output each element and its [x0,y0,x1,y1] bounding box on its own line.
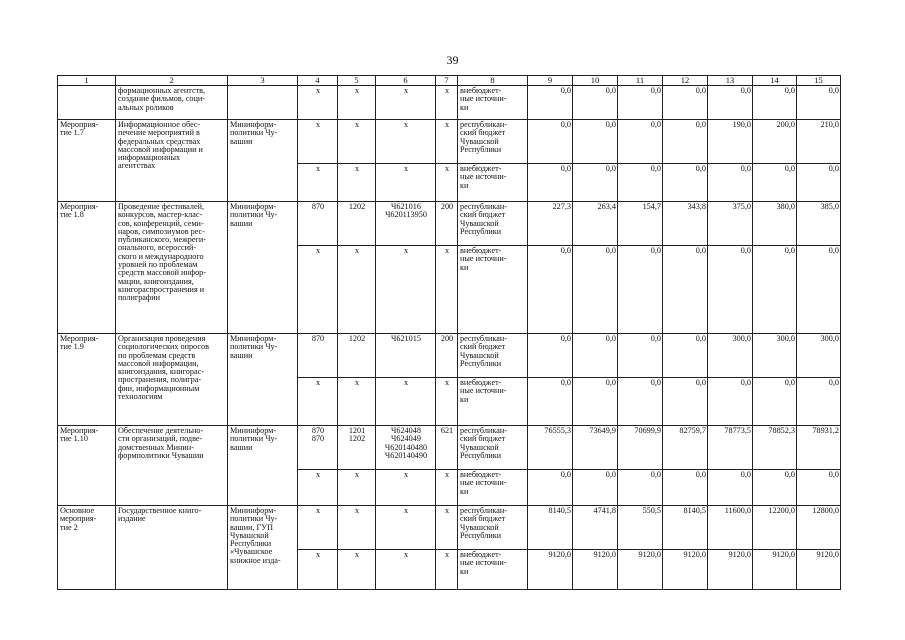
amount-cell: 0,0 [797,246,841,334]
funding-source-line: республикан- [460,334,507,343]
amount-cell: 300,0 [753,334,797,378]
amount-cell: 0,0 [573,470,618,506]
header-cell-11: 11 [618,76,663,86]
header-cell-10: 10 [573,76,618,86]
amount-cell: 9120,0 [708,550,753,590]
executor [228,86,298,120]
amount-cell: 78852,3 [753,426,797,470]
amount-cell: 0,0 [663,120,708,164]
amount-cell: 550,5 [618,506,663,550]
code-c4: x [298,550,338,590]
executor-line: вашии [230,218,253,228]
activity-name [116,334,228,426]
executor-line: книжное изда- [230,555,281,565]
activity-name-line: издание [118,514,146,524]
activity-name-line: социологических опросов [118,342,209,352]
code-c7: 200 [436,334,458,378]
funding-source-line: Чувашской [460,522,499,532]
activity-name-line: по проблемам средств [118,350,196,360]
amount-cell: 0,0 [618,246,663,334]
funding-source-line: республикан- [460,506,507,515]
code-c6: x [376,86,436,120]
executor-line: политики Чу- [230,514,278,524]
activity-code-line: Мероприя- [60,202,99,211]
activity-name-line: полиграфии [118,293,160,303]
activity-code-line: Мероприя- [60,334,99,343]
code-c4: x [298,86,338,120]
amount-cell: 0,0 [663,470,708,506]
amount-cell: 0,0 [708,246,753,334]
table-row [58,506,841,550]
code-c6 [376,202,436,246]
activity-name-line: Информационное обес- [118,120,201,129]
amount-cell: 0,0 [528,334,573,378]
activity-code-line: тие 2 [60,522,78,532]
code-c5: 1202 [338,202,376,246]
amount-cell: 73649,9 [573,426,618,470]
executor-line: Мининформ- [230,334,277,343]
amount-cell: 385,0 [797,202,841,246]
amount-cell: 0,0 [618,470,663,506]
executor [228,120,298,202]
activity-name-line: создание фильмов, соци- [118,94,206,104]
header-cell-4: 4 [298,76,338,86]
code-c5: 1202 [338,334,376,378]
code-c7: 621 [436,426,458,470]
amount-cell: 9120,0 [797,550,841,590]
executor-line: вашии, ГУП [230,522,273,532]
amount-cell: 0,0 [797,378,841,426]
funding-source-line: ные источни- [460,254,507,264]
activity-name-line: сти организаций, подве- [118,434,203,444]
activity-name [116,86,228,120]
code-c6: x [376,246,436,334]
funding-source [458,378,528,426]
activity-name-line: онального, всероссий- [118,243,197,253]
funding-source-line: ки [460,394,469,404]
code-c5-line: 1201 [348,426,366,435]
funding-source-line: ки [460,102,469,112]
funding-source-line: Республики [460,530,502,540]
funding-source-line: ки [460,180,469,190]
code-c4-line: 870 [311,426,325,435]
executor-line: Чувашской [230,530,269,540]
table-row [58,120,841,164]
amount-cell: 0,0 [753,86,797,120]
amount-cell: 0,0 [573,334,618,378]
code-c4: x [298,120,338,164]
table-row [58,202,841,246]
executor [228,506,298,590]
code-c4: x [298,164,338,202]
executor [228,334,298,426]
header-row [58,76,841,86]
header-cell-15: 15 [797,76,841,86]
header-cell-14: 14 [753,76,797,86]
amount-cell: 0,0 [528,246,573,334]
amount-cell: 0,0 [797,86,841,120]
funding-source-line: внебюджет- [460,470,502,479]
funding-source-line: ский бюджет [460,210,506,220]
amount-cell: 0,0 [753,378,797,426]
code-c4-line: 870 [311,434,325,444]
header-cell-12: 12 [663,76,708,86]
funding-source-line: внебюджет- [460,378,502,387]
funding-source-line: ные источни- [460,386,507,396]
code-c6: x [376,378,436,426]
amount-cell: 0,0 [618,378,663,426]
activity-name-line: ского и международного [118,251,204,261]
amount-cell: 8140,5 [663,506,708,550]
activity-code-line: тие 1.7 [60,128,84,138]
code-c6-line: Ч620140480 [384,442,428,452]
code-c5: x [338,86,376,120]
executor-line: вашии [230,350,253,360]
amount-cell: 9120,0 [528,550,573,590]
amount-cell: 0,0 [708,378,753,426]
funding-source-line: ский бюджет [460,434,506,444]
amount-cell: 300,0 [708,334,753,378]
code-c5: x [338,550,376,590]
amount-cell: 190,0 [708,120,753,164]
header-cell-8: 8 [458,76,528,86]
amount-cell: 8140,5 [528,506,573,550]
funding-source-line: ки [460,486,469,496]
amount-cell: 343,8 [663,202,708,246]
code-c4: x [298,470,338,506]
funding-source-line: ные источни- [460,558,507,568]
activity-name-line: массовой информации, [118,358,199,368]
amount-cell: 12800,0 [797,506,841,550]
activity-name-line: конкурсов, мастер-клас- [118,210,203,220]
amount-cell: 0,0 [663,378,708,426]
activity-name-line: книгоиздания, книгорас- [118,367,204,377]
funding-source [458,86,528,120]
amount-cell: 0,0 [618,164,663,202]
table-row [58,86,841,120]
activity-code [58,506,116,590]
header-cell-7: 7 [436,76,458,86]
funding-source-line: внебюджет- [460,86,502,95]
program-table [57,75,841,590]
code-c6: x [376,470,436,506]
code-c7: x [436,164,458,202]
code-c5: x [338,378,376,426]
code-c6-line: Ч624049 [391,434,421,444]
funding-source-line: республикан- [460,120,507,129]
activity-name-line: агентствах [118,161,156,171]
code-c5-line: 1202 [348,434,366,444]
amount-cell: 0,0 [573,86,618,120]
executor-line: Мининформ- [230,506,277,515]
activity-name [116,120,228,202]
funding-source-line: ки [460,262,469,272]
amount-cell: 0,0 [528,164,573,202]
funding-source-line: ский бюджет [460,342,506,352]
funding-source [458,164,528,202]
code-c6-line: Ч620113950 [385,210,427,220]
executor [228,426,298,506]
activity-name [116,506,228,590]
amount-cell: 380,0 [753,202,797,246]
funding-source-line: Чувашской [460,350,499,360]
code-c6 [376,334,436,378]
code-c4: x [298,506,338,550]
code-c5: x [338,470,376,506]
amount-cell: 227,3 [528,202,573,246]
activity-name-line: формполитики Чувашии [118,450,204,460]
code-c6: x [376,120,436,164]
activity-name-line: фии, информационным [118,383,200,393]
code-c7: x [436,86,458,120]
executor-line: вашии [230,442,253,452]
amount-cell: 375,0 [708,202,753,246]
funding-source-line: внебюджет- [460,550,502,559]
code-c4 [298,426,338,470]
code-c5: x [338,120,376,164]
funding-source-line: Чувашской [460,218,499,228]
funding-source [458,470,528,506]
code-c6-line: Ч621016 [391,202,421,211]
executor-line: Мининформ- [230,426,277,435]
activity-name-line: Государственное книго- [118,506,202,515]
funding-source-line: ные источни- [460,94,507,104]
page-number: 39 [446,53,459,67]
funding-source-line: Республики [460,358,502,368]
funding-source-line: ский бюджет [460,128,506,138]
executor-line: политики Чу- [230,128,278,138]
code-c5: x [338,164,376,202]
funding-source [458,120,528,164]
amount-cell: 0,0 [573,378,618,426]
code-c4: x [298,246,338,334]
amount-cell: 0,0 [528,378,573,426]
activity-name [116,202,228,334]
activity-code [58,120,116,202]
activity-code [58,334,116,426]
code-c6: x [376,550,436,590]
amount-cell: 0,0 [663,334,708,378]
funding-source-line: Чувашской [460,442,499,452]
amount-cell: 78773,5 [708,426,753,470]
code-c5: x [338,506,376,550]
amount-cell: 0,0 [528,120,573,164]
activity-name-line: домственных Минин- [118,442,194,452]
activity-name-line: печение мероприятий в [118,128,200,138]
code-c6-line: Ч621015 [391,334,421,343]
activity-name-line: Обеспечение деятельно- [118,426,204,435]
code-c5: x [338,246,376,334]
funding-source-line: Республики [460,450,502,460]
funding-source-line: республикан- [460,202,507,211]
activity-name-line: альных роликов [118,102,174,112]
amount-cell: 0,0 [708,164,753,202]
funding-source-line: республикан- [460,426,507,435]
amount-cell: 0,0 [797,164,841,202]
amount-cell: 0,0 [708,86,753,120]
amount-cell: 0,0 [663,86,708,120]
executor [228,202,298,334]
funding-source-line: внебюджет- [460,246,502,255]
activity-name-line: средств массовой инфор- [118,268,206,278]
amount-cell: 12200,0 [753,506,797,550]
activity-name-line: информационных [118,153,181,163]
table-row [58,334,841,378]
funding-source-line: ки [460,566,469,576]
code-c7: x [436,470,458,506]
executor-line: Мининформ- [230,202,277,211]
code-c6: x [376,506,436,550]
activity-code [58,426,116,506]
funding-source [458,202,528,246]
activity-name-line: массовой информации и [118,144,203,154]
header-cell-5: 5 [338,76,376,86]
funding-source-line: Республики [460,226,502,236]
funding-source-line: ные источни- [460,478,507,488]
activity-code [58,202,116,334]
header-cell-1: 1 [58,76,116,86]
funding-source-line: ные источни- [460,172,507,182]
amount-cell: 0,0 [618,120,663,164]
activity-name-line: наров, симпозиумов рес- [118,226,205,236]
executor-line: политики Чу- [230,210,278,220]
amount-cell: 154,7 [618,202,663,246]
executor-line: Республики [230,539,272,549]
header-cell-9: 9 [528,76,573,86]
activity-name-line: публиканского, межреги- [118,235,206,245]
amount-cell: 9120,0 [663,550,708,590]
amount-cell: 70699,9 [618,426,663,470]
amount-cell: 0,0 [573,164,618,202]
executor-line: политики Чу- [230,434,278,444]
amount-cell: 9120,0 [753,550,797,590]
code-c7: x [436,378,458,426]
code-c4: 870 [298,334,338,378]
activity-name-line: книгораспространения и [118,284,205,294]
amount-cell: 78931,2 [797,426,841,470]
activity-name-line: уровней по проблемам [118,260,198,270]
activity-code-line: Мероприя- [60,426,99,435]
code-c4: x [298,378,338,426]
amount-cell: 4741,8 [573,506,618,550]
amount-cell: 0,0 [618,86,663,120]
executor-line: политики Чу- [230,342,278,352]
amount-cell: 210,0 [797,120,841,164]
code-c4: 870 [298,202,338,246]
code-c7: x [436,550,458,590]
amount-cell: 76555,3 [528,426,573,470]
amount-cell: 9120,0 [573,550,618,590]
code-c6-line: Ч620140490 [384,450,428,460]
funding-source [458,550,528,590]
code-c6: x [376,164,436,202]
header-cell-2: 2 [116,76,228,86]
amount-cell: 0,0 [663,246,708,334]
funding-source [458,334,528,378]
amount-cell: 9120,0 [618,550,663,590]
executor-line: вашии [230,136,253,146]
activity-name-line: Проведение фестивалей, [118,202,205,211]
executor-line: «Чувашское [230,547,273,557]
funding-source [458,426,528,470]
code-c5 [338,426,376,470]
amount-cell: 0,0 [753,246,797,334]
code-c7: x [436,120,458,164]
funding-source-line: Республики [460,144,502,154]
amount-cell: 263,4 [573,202,618,246]
amount-cell: 11600,0 [708,506,753,550]
executor-line: Мининформ- [230,120,277,129]
code-c7: x [436,506,458,550]
amount-cell: 300,0 [797,334,841,378]
activity-name-line: технологиям [118,392,163,402]
activity-name-line: Организация проведения [118,334,206,343]
funding-source [458,506,528,550]
activity-code-line: тие 1.8 [60,210,84,220]
header-cell-13: 13 [708,76,753,86]
amount-cell: 200,0 [753,120,797,164]
amount-cell: 0,0 [618,334,663,378]
funding-source-line: ский бюджет [460,514,506,524]
amount-cell: 0,0 [528,86,573,120]
amount-cell: 0,0 [663,164,708,202]
code-c7: x [436,246,458,334]
activity-name-line: формационных агентств, [118,86,206,95]
funding-source-line: внебюджет- [460,164,502,173]
activity-code-line: Мероприя- [60,120,99,129]
activity-name [116,426,228,506]
amount-cell: 0,0 [573,120,618,164]
table-row [58,426,841,470]
amount-cell: 0,0 [708,470,753,506]
activity-code-line: Основное [60,506,95,515]
activity-name-line: пространения, полигра- [118,375,202,385]
funding-source [458,246,528,334]
activity-code [58,86,116,120]
activity-name-line: федеральных средствах [118,136,201,146]
code-c7: 200 [436,202,458,246]
activity-name-line: сов, конференций, семи- [118,218,204,228]
header-cell-3: 3 [228,76,298,86]
activity-code-line: тие 1.9 [60,342,84,352]
activity-code-line: мероприя- [60,514,97,524]
amount-cell: 82759,7 [663,426,708,470]
amount-cell: 0,0 [573,246,618,334]
amount-cell: 0,0 [797,470,841,506]
amount-cell: 0,0 [753,164,797,202]
activity-code-line: тие 1.10 [60,434,88,444]
amount-cell: 0,0 [528,470,573,506]
funding-source-line: Чувашской [460,136,499,146]
amount-cell: 0,0 [753,470,797,506]
code-c6 [376,426,436,470]
header-cell-6: 6 [376,76,436,86]
code-c6-line: Ч624048 [391,426,421,435]
activity-name-line: мации, книгоиздания, [118,276,194,286]
